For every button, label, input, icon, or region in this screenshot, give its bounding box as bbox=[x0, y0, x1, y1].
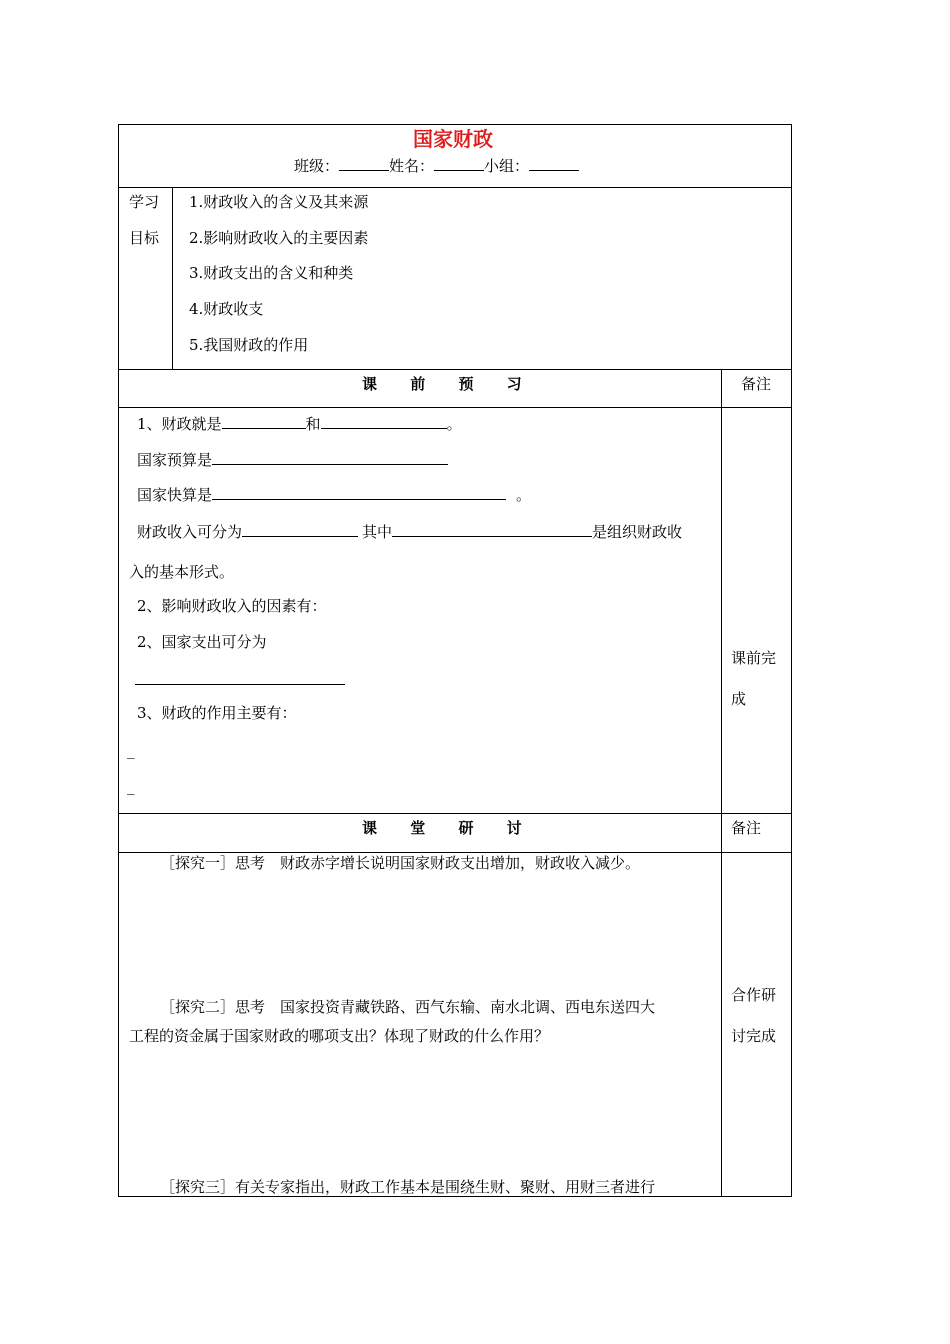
revenue-blank-1[interactable] bbox=[242, 520, 358, 537]
final-blank[interactable] bbox=[212, 483, 506, 500]
goals-label-line1: 学习 bbox=[129, 193, 160, 211]
explore-1: ［探究一］思考 财政赤字增长说明国家财政支出增加，财政收入减少。 bbox=[160, 854, 641, 872]
goal-item: 1.财政收入的含义及其来源 bbox=[189, 193, 369, 211]
name-field[interactable] bbox=[434, 154, 484, 171]
revenue-middle: 其中 bbox=[362, 523, 393, 541]
preview-note-text-line1: 课前完 bbox=[731, 649, 777, 667]
q1-blank-1[interactable] bbox=[222, 412, 306, 429]
q1-prefix: 1、财政就是 bbox=[137, 415, 222, 433]
goals-label-line2: 目标 bbox=[129, 229, 160, 247]
group-field[interactable] bbox=[529, 154, 579, 171]
revenue-prefix: 财政收入可分为 bbox=[137, 523, 243, 541]
preview-q1 bbox=[137, 412, 462, 434]
q3-answer-line[interactable] bbox=[135, 684, 345, 685]
class-field[interactable] bbox=[339, 154, 389, 171]
discussion-note-text-line2: 讨完成 bbox=[731, 1027, 777, 1045]
row-divider bbox=[118, 187, 792, 188]
row-divider bbox=[118, 813, 792, 814]
class-label: 班级： bbox=[294, 157, 340, 175]
preview-budget bbox=[137, 448, 448, 470]
goal-item: 5.我国财政的作用 bbox=[189, 336, 309, 354]
name-label: 姓名： bbox=[389, 157, 435, 175]
explore-2-line1: ［探究二］思考 国家投资青藏铁路、西气东输、南水北调、西电东送四大 bbox=[160, 998, 656, 1016]
preview-final bbox=[137, 483, 531, 505]
preview-q2: 2、影响财政收入的因素有： bbox=[137, 597, 327, 615]
revenue-suffix: 是组织财政收 bbox=[592, 523, 683, 541]
page-title: 国家财政 bbox=[413, 127, 493, 151]
column-divider bbox=[172, 187, 173, 369]
preview-note-label: 备注 bbox=[741, 375, 772, 393]
row-divider bbox=[118, 369, 792, 370]
q1-and: 和 bbox=[305, 415, 321, 433]
explore-3: ［探究三］有关专家指出，财政工作基本是围绕生财、聚财、用财三者进行 bbox=[160, 1178, 656, 1196]
q1-blank-2[interactable] bbox=[321, 412, 447, 429]
final-label: 国家快算是 bbox=[137, 486, 213, 504]
discussion-note-label: 备注 bbox=[731, 819, 762, 837]
discussion-note-text-line1: 合作研 bbox=[731, 986, 777, 1004]
final-end: 。 bbox=[516, 486, 532, 504]
preview-q4: 3、财政的作用主要有： bbox=[137, 704, 297, 722]
preview-revenue bbox=[137, 520, 682, 542]
preview-heading: 课 前 预 习 bbox=[362, 375, 536, 393]
revenue-blank-2[interactable] bbox=[392, 520, 592, 537]
student-info-line bbox=[294, 154, 579, 176]
goal-item: 2.影响财政收入的主要因素 bbox=[189, 229, 369, 247]
row-divider bbox=[118, 407, 792, 408]
discussion-heading: 课 堂 研 讨 bbox=[362, 819, 536, 837]
preview-q3: 2、国家支出可分为 bbox=[137, 633, 267, 651]
preview-revenue-line2: 入的基本形式。 bbox=[129, 563, 235, 581]
answer-dash: _ bbox=[127, 741, 135, 759]
group-label: 小组： bbox=[484, 157, 530, 175]
goal-item: 4.财政收支 bbox=[189, 300, 264, 318]
budget-label: 国家预算是 bbox=[137, 451, 213, 469]
answer-dash: _ bbox=[127, 777, 135, 795]
budget-blank[interactable] bbox=[212, 448, 448, 465]
goal-item: 3.财政支出的含义和种类 bbox=[189, 264, 354, 282]
explore-2-line2: 工程的资金属于国家财政的哪项支出？体现了财政的什么作用？ bbox=[129, 1027, 550, 1045]
column-divider bbox=[721, 369, 722, 1197]
q1-end: 。 bbox=[446, 415, 462, 433]
preview-note-text-line2: 成 bbox=[731, 690, 747, 708]
